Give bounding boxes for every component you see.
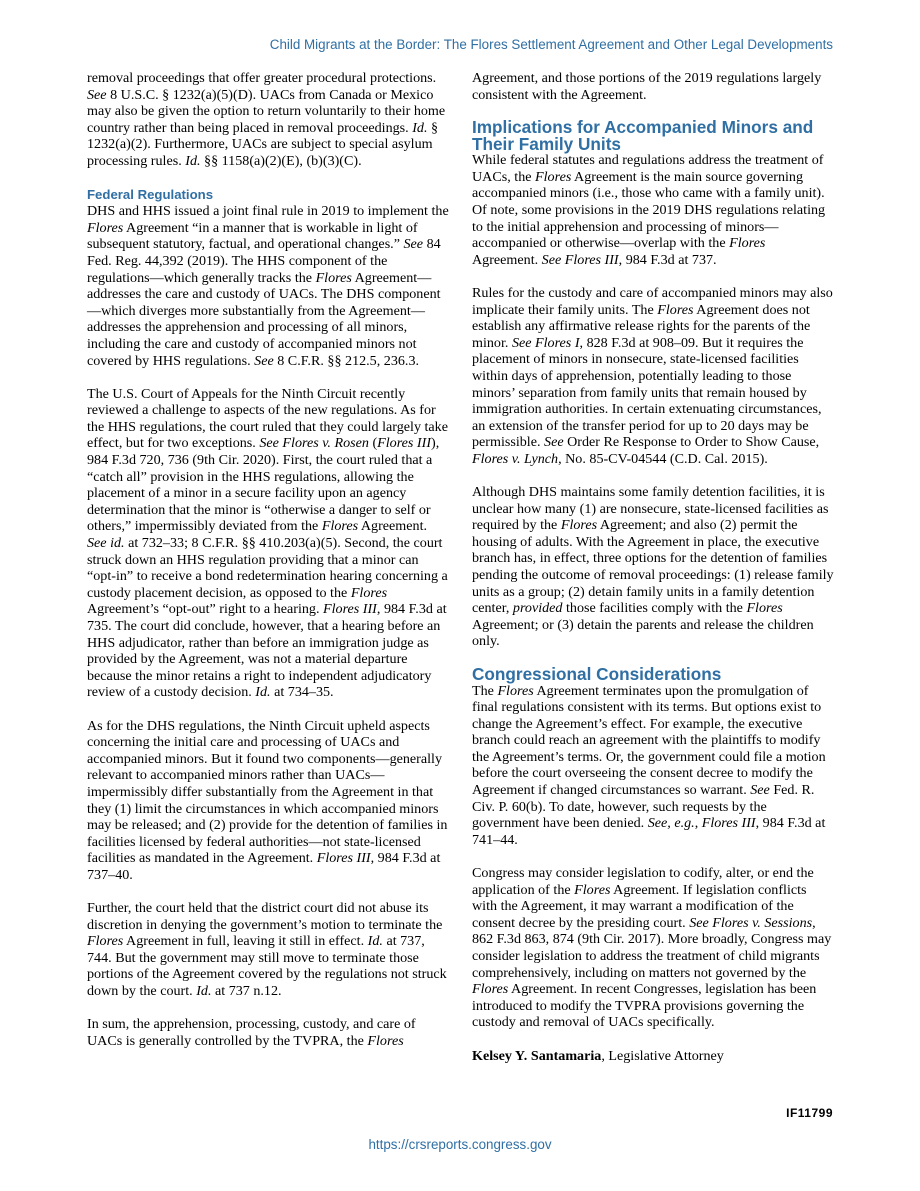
paragraph: removal proceedings that offer greater procedural protections. See 8 U.S.C. § 1232(a)(5)(D). UACs from Canada or Mexico may also be given the option to return voluntarily to their home country rather than being placed in removal proceedings. Id. § 1232(a)(2). Furthermore, UACs are subject to special asylum processing rules. Id. §§ 1158(a)(2)(E), (b)(3)(C). bbox=[87, 70, 446, 169]
paragraph: Congress may consider legislation to codify, alter, or end the application of the Flores Agreement. If legislation conflicts with the Agreement, it may warrant a modification of the consent decree by the presiding court. See Flores v. Sessions, 862 F.3d 863, 874 (9th Cir. 2017). More broadly, Congress may consider legislation to address the treatment of child migrants comprehensively, including on matters not governed by the Flores Agreement. In recent Congresses, legislation has been introduced to modify the TVPRA provisions governing the custody and removal of UACs specifically. bbox=[472, 865, 832, 1031]
section-heading-implications: Implications for Accompanied Minors and Their Family Units bbox=[472, 117, 814, 154]
author-line bbox=[472, 1048, 834, 1065]
paragraph: The U.S. Court of Appeals for the Ninth Circuit recently reviewed a challenge to aspects of the new regulations. As for the HHS regulations, the court ruled that they could largely take effect, but for two exceptions. See Flores v. Rosen (Flores III), 984 F.3d 720, 736 (9th Cir. 2020). First, the court ruled that a “catch all” provision in the HHS regulations, allowing the placement of a minor in a secure facility upon an agency determination that the minor is “otherwise a danger to self or others,” impermissibly deviated from the Flores Agreement. See id. at 732–33; 8 C.F.R. §§ 410.203(a)(5). Second, the court struck down an HHS regulation providing that a minor can “opt-in” to receive a bond redetermination hearing concerning a custody placement decision, as opposed to the Flores Agreement’s “opt-out” right to a hearing. Flores III, 984 F.3d at 735. The court did conclude, however, that a hearing before an HHS adjudicator, rather than before an immigration judge as provided by the Agreement, was not a material departure because the minor retains a right to independent adjudicatory review of a custody decision. Id. at 734–35. bbox=[87, 385, 448, 701]
footer-link[interactable]: https://crsreports.congress.gov bbox=[368, 1137, 552, 1152]
section-heading-federal-regulations: Federal Regulations bbox=[87, 187, 214, 203]
left-column bbox=[87, 70, 449, 1066]
paragraph: Rules for the custody and care of accompanied minors may also implicate their family units. The Flores Agreement does not establish any affirmative release rights for the parents of the minor. See Flores I, 828 F.3d at 908–09. But it requires the placement of minors in nonsecure, state-licensed facilities within days of apprehension, potentially leading to those minors’ separation from family units that remain housed by immigration authorities. In certain extenuating circumstances, an extension of the transfer period for up to 20 days may be permissible. See Order Re Response to Order to Show Cause, Flores v. Lynch, No. 85-CV-04544 (C.D. Cal. 2015). bbox=[472, 284, 833, 467]
paragraph: While federal statutes and regulations address the treatment of UACs, the Flores Agreement is the main source governing accompanied minors (i.e., those who came with a family unit). Of note, some provisions in the 2019 DHS regulations relating to the initial apprehension and processing of minors—accompanied or otherwise—overlap with the Flores Agreement. See Flores III, 984 F.3d at 737. bbox=[472, 152, 826, 268]
paragraph: DHS and HHS issued a joint final rule in 2019 to implement the Flores Agreement “in a manner that is workable in light of subsequent statutory, factual, and operational changes.” See 84 Fed. Reg. 44,392 (2019). The HHS component of the regulations—which generally tracks the Flores Agreement—addresses the care and custody of UACs. The DHS component—which diverges more substantially from the Agreement—addresses the apprehension and processing of all minors, including the care and custody of accompanied minors not covered by HHS regulations. See 8 C.F.R. §§ 212.5, 236.3. bbox=[87, 203, 449, 369]
paragraph: The Flores Agreement terminates upon the promulgation of final regulations consistent with its terms. But options exist to change the Agreement’s effect. For example, the executive branch could reach an agreement with the plaintiffs to modify the Agreement’s terms. Or, the government could file a motion before the court overseeing the consent decree to modify the Agreement if changed circumstances so warrant. See Fed. R. Civ. P. 60(b). To date, however, such requests by the government have been denied. See, e.g., Flores III, 984 F.3d at 741–44. bbox=[472, 682, 826, 848]
author-name: Kelsey Y. Santamaria bbox=[472, 1047, 602, 1064]
paragraph: Further, the court held that the district court did not abuse its discretion in denying the government’s motion to terminate the Flores Agreement in full, leaving it still in effect. Id. at 737, 744. But the government may still move to terminate those portions of the Agreement covered by the regulations not struck down by the court. Id. at 737 n.12. bbox=[87, 900, 447, 1000]
right-column bbox=[472, 70, 834, 1081]
section-heading-congressional: Congressional Considerations bbox=[472, 664, 722, 684]
running-header: Child Migrants at the Border: The Flores Settlement Agreement and Other Legal Developments bbox=[269, 37, 833, 52]
paragraph: In sum, the apprehension, processing, custody, and care of UACs is generally controlled by the TVPRA, the Flores bbox=[87, 1016, 416, 1049]
paragraph: Although DHS maintains some family detention facilities, it is unclear how many (1) are nonsecure, state-licensed facilities as required by the Flores Agreement; and also (2) permit the housing of adults. With the Agreement in place, the executive branch has, in effect, three options for the detention of families pending the outcome of removal proceedings: (1) release family units as a group; (2) detain family units in a family detention center, provided those facilities comply with the Flores Agreement; or (3) detain the parents and release the children only. bbox=[472, 484, 834, 650]
paragraph: Agreement, and those portions of the 2019 regulations largely consistent with the Agreement. bbox=[472, 70, 822, 103]
author-title: , Legislative Attorney bbox=[601, 1047, 724, 1064]
document-id: IF11799 bbox=[786, 1106, 833, 1120]
paragraph: As for the DHS regulations, the Ninth Circuit upheld aspects concerning the initial care and processing of UACs and accompanied minors. But it found two components—generally relevant to accompanied minors rather than UACs—impermissibly differ substantially from the Agreement in that they (1) limit the circumstances in which accompanied minors may be released; and (2) provide for the detention of families in facilities licensed by federal authorities—not state-licensed facilities as mandated in the Agreement. Flores III, 984 F.3d at 737–40. bbox=[87, 717, 448, 883]
